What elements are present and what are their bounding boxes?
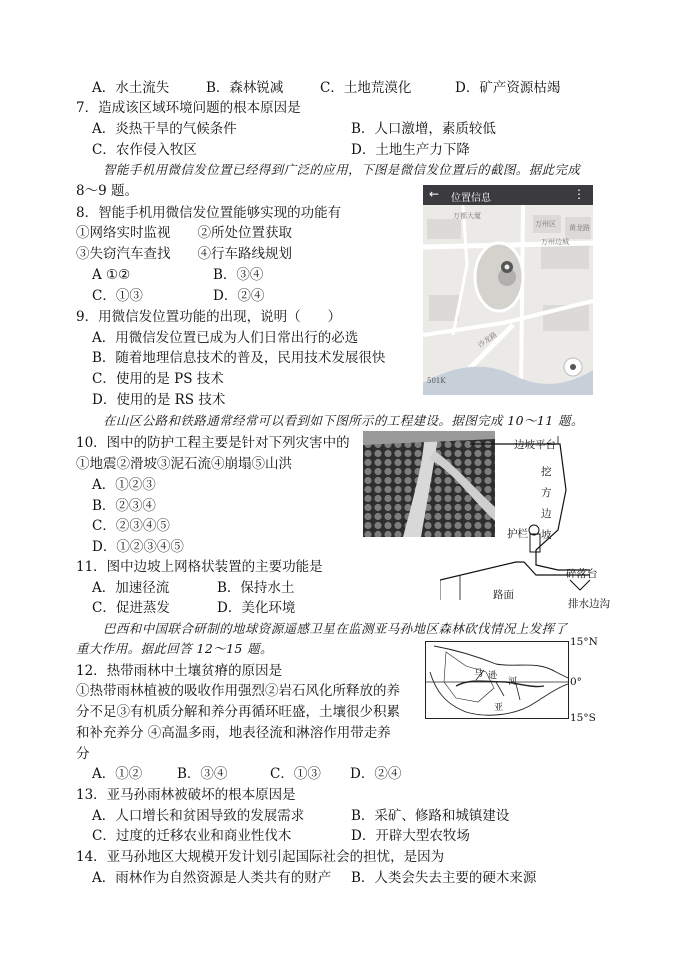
- q6-option-d: D．矿产资源枯竭: [455, 80, 561, 96]
- q12-line2: 分不足③有机质分解和养分再循环旺盛，土壤很少积累: [76, 704, 400, 720]
- amazon-river-label-2: 逊: [488, 671, 498, 681]
- q13-option-c: C．过度的迁移农业和商业性伐木: [92, 828, 292, 844]
- map-label-3: 黄龙路: [569, 224, 590, 232]
- q9-option-a: A．用微信发位置已成为人们日常出行的必选: [92, 330, 359, 346]
- q6-option-c: C．土地荒漠化: [320, 80, 412, 96]
- slope-label-guard: 护栏: [507, 528, 528, 540]
- q10-option-c: C．②③④⑤: [92, 518, 170, 534]
- q8-choices-1: ①网络实时监视 ②所处位置获取: [76, 225, 292, 241]
- q9-option-b: B．随着地理信息技术的普及，民用技术发展很快: [92, 350, 386, 366]
- intro-12-15-line1: 巴西和中国联合研制的地球资源遥感卫星在监测亚马孙地区森林砍伐情况上发挥了: [103, 621, 568, 636]
- slope-label-v4: 坡: [541, 529, 552, 541]
- intro-8-9-line1: 智能手机用微信发位置已经得到广泛的应用，下图是微信发位置后的截图。据此完成: [103, 162, 581, 177]
- q13-option-b: B．采矿、修路和城镇建设: [351, 808, 510, 824]
- q6-option-b: B．森林锐减: [206, 80, 284, 96]
- q14-option-b: B．人类会失去主要的硬木来源: [351, 870, 537, 886]
- q14-option-a: A．雨林作为自然资源是人类共有的财产: [92, 870, 332, 886]
- slope-label-top: 边坡平台: [514, 439, 556, 451]
- q8-option-d: D．②④: [213, 288, 265, 304]
- amazon-map: [425, 641, 569, 719]
- q12-stem: 12．热带雨林中土壤贫瘠的原因是: [76, 663, 283, 679]
- q8-stem: 8．智能手机用微信发位置能够实现的功能有: [76, 205, 342, 221]
- intro-8-9-line2: 8～9 题。: [76, 183, 138, 199]
- slope-cross-section-diagram: [440, 430, 640, 625]
- q7-option-d: D．土地生产力下降: [351, 142, 470, 158]
- q12-line3: 和补充养分 ④高温多雨，地表径流和淋溶作用带走养: [76, 725, 391, 741]
- q9-stem: 9．用微信发位置功能的出现，说明（ ）: [76, 309, 342, 325]
- map-label-0: 万都大厦: [453, 212, 481, 220]
- q8-option-a: A ①②: [92, 267, 131, 283]
- q12-option-c: C．①③: [270, 766, 321, 782]
- q10-option-d: D．①②③④⑤: [92, 539, 184, 555]
- q8-option-c: C．①③: [92, 288, 143, 304]
- q9-option-d: D．使用的是 RS 技术: [92, 392, 226, 408]
- amazon-region-label: 亚: [494, 703, 504, 713]
- q9-option-c: C．使用的是 PS 技术: [92, 371, 224, 387]
- q11-option-d: D．美化环境: [217, 600, 296, 616]
- q7-option-c: C．农作侵入牧区: [92, 142, 197, 158]
- slope-label-debris: 碎落台: [566, 568, 598, 580]
- q10-stem: 10．图中的防护工程主要是针对下列灾害中的: [76, 435, 350, 451]
- q10-choices: ①地震②滑坡③泥石流④崩塌⑤山洪: [76, 456, 292, 472]
- slope-label-road: 路面: [493, 589, 514, 601]
- q12-line4: 分: [76, 746, 90, 762]
- q14-stem: 14．亚马孙地区大规模开发计划引起国际社会的担忧，是因为: [76, 849, 445, 865]
- slope-label-v1: 挖: [541, 466, 552, 478]
- wechat-title: 位置信息: [451, 193, 491, 204]
- q13-stem: 13．亚马孙雨林被破坏的根本原因是: [76, 787, 296, 803]
- slope-label-v3: 边: [541, 508, 552, 520]
- slope-label-drain: 排水边沟: [568, 598, 610, 610]
- q10-option-a: A．①②③: [92, 477, 156, 493]
- q11-stem: 11．图中边坡上网格状装置的主要功能是: [76, 559, 323, 575]
- map-canvas: [423, 205, 593, 395]
- amazon-river-label-1: 马: [474, 669, 484, 679]
- lat-0: 0°: [570, 676, 582, 688]
- map-label-2: 万州边城: [541, 238, 569, 246]
- map-scale: 501K: [427, 377, 446, 385]
- wechat-location-screenshot: [423, 185, 593, 395]
- q8-option-b: B．③④: [213, 267, 264, 283]
- q12-option-d: D．②④: [350, 766, 402, 782]
- q7-stem: 7．造成该区域环境问题的根本原因是: [76, 100, 301, 116]
- q7-option-b: B．人口激增，素质较低: [351, 121, 496, 137]
- lat-15n: 15°N: [570, 636, 598, 648]
- q11-option-c: C．促进蒸发: [92, 600, 170, 616]
- q13-option-d: D．开辟大型农牧场: [351, 828, 470, 844]
- amazon-river-label-3: 河: [508, 677, 518, 687]
- q12-option-a: A．①②: [92, 766, 143, 782]
- map-label-4: 沙龙路: [476, 330, 499, 350]
- q10-option-b: B．②③④: [92, 498, 156, 514]
- back-arrow-icon[interactable]: ←: [429, 187, 440, 201]
- q6-option-a: A．水土流失: [92, 80, 170, 96]
- lat-15s: 15°S: [570, 712, 596, 724]
- more-icon[interactable]: ⋮: [573, 187, 585, 201]
- q11-option-a: A．加速径流: [92, 580, 170, 596]
- wechat-title-bar: [423, 185, 593, 205]
- q8-choices-2: ③失窃汽车查找 ④行车路线规划: [76, 246, 292, 262]
- q13-option-a: A．人口增长和贫困导致的发展需求: [92, 808, 305, 824]
- q11-option-b: B．保持水土: [217, 580, 295, 596]
- q12-option-b: B．③④: [177, 766, 228, 782]
- q7-option-a: A．炎热干旱的气候条件: [92, 121, 237, 137]
- map-label-1: 万州区: [535, 220, 556, 228]
- q12-line1: ①热带雨林植被的吸收作用强烈②岩石风化所释放的养: [76, 683, 400, 699]
- intro-12-15-line2: 重大作用。据此回答 12～15 题。: [76, 641, 273, 656]
- slope-label-v2: 方: [541, 487, 552, 499]
- intro-10-11: 在山区公路和铁路通常经常可以看到如下图所示的工程建设。据图完成 10～11 题。: [103, 413, 584, 428]
